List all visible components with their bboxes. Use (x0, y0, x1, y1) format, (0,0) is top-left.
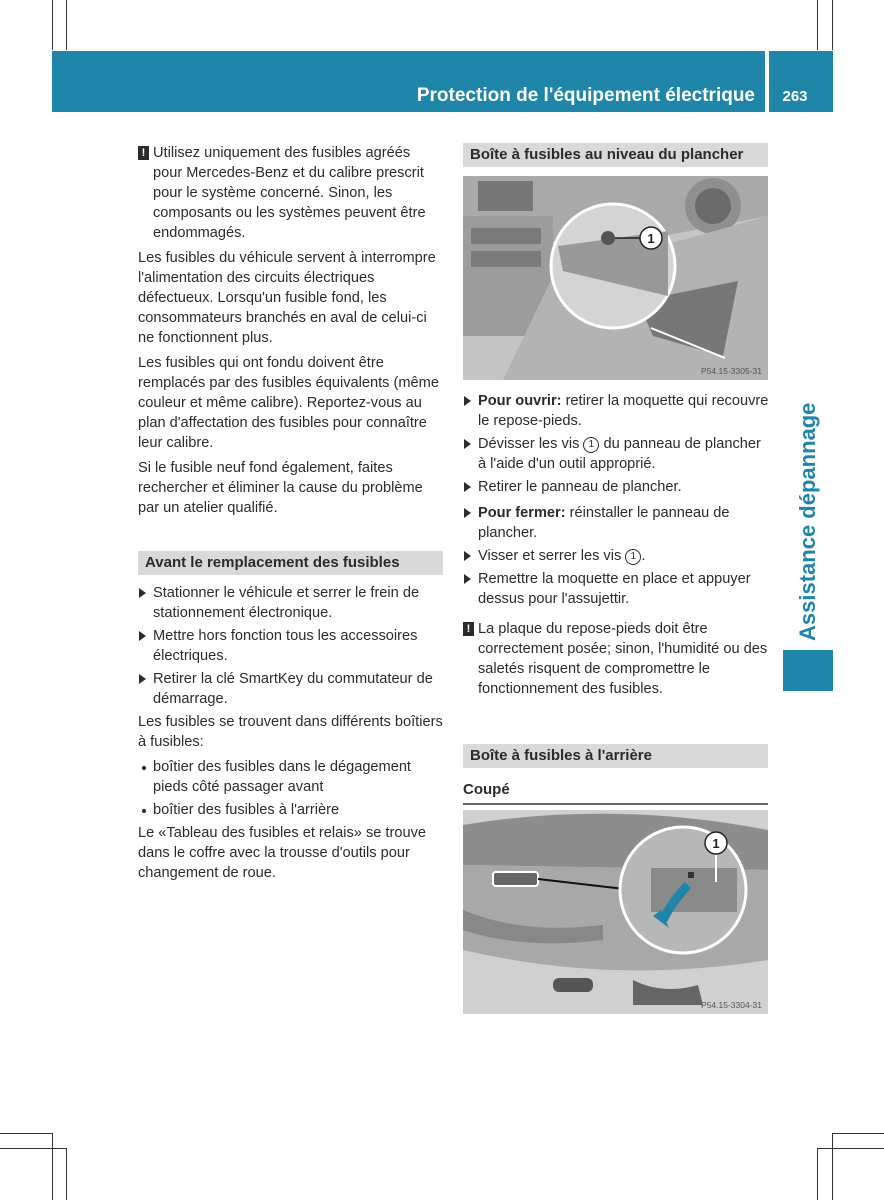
bullet-item (138, 757, 443, 797)
step-text: . (641, 548, 646, 564)
step-item (463, 434, 770, 474)
step-item (463, 477, 770, 497)
fusebox-floor-illustration (463, 176, 768, 380)
crop-mark (832, 1133, 833, 1200)
step-item (463, 569, 770, 609)
page-title: Protection de l'équipement électrique (416, 85, 755, 106)
step-label: Pour ouvrir: (478, 393, 562, 409)
arrow-icon (464, 396, 471, 406)
warning-text: La plaque du repose-pieds doit être correctement posée; sinon, l'humidité ou des saletés risquent de compromettre le fonctionnement des fusibles. (478, 621, 768, 697)
paragraph: Les fusibles qui ont fondu doivent être remplacés par des fusibles équivalents (même couleur et même calibre). Reportez-vous au plan d'affectation des fusibles pour connaître leur calibre. (138, 355, 439, 451)
side-tab-marker (783, 650, 833, 691)
section-heading: Avant le remplacement des fusibles (138, 551, 443, 575)
step-text: Retirer la clé SmartKey du commutateur de démarrage. (153, 671, 433, 707)
crop-mark (66, 0, 67, 50)
paragraph: Le «Tableau des fusibles et relais» se trouve dans le coffre avec la trousse d'outils pour changement de roue. (138, 825, 426, 881)
step-text: Dévisser les vis (478, 436, 584, 452)
paragraph: Si le fusible neuf fond également, faites rechercher et éliminer la cause du problème par un atelier qualifié. (138, 460, 423, 516)
arrow-icon (464, 574, 471, 584)
step-text: Retirer le panneau de plancher. (478, 479, 682, 495)
step-text: Visser et serrer les vis (478, 548, 626, 564)
crop-mark (52, 1133, 53, 1200)
step-text: du panneau de plancher à l'aide d'un outil approprié. (478, 436, 761, 472)
callout-number: 1 (583, 437, 599, 453)
crop-mark (817, 1148, 818, 1200)
figure-code: P54.15-3305-31 (701, 366, 762, 376)
right-column-rear (463, 744, 768, 805)
crop-mark (817, 1148, 884, 1149)
right-column-steps (463, 391, 770, 704)
arrow-icon (464, 482, 471, 492)
left-column (138, 143, 443, 888)
paragraph: Les fusibles du véhicule servent à interrompre l'alimentation des circuits électriques défectueux. Lorsqu'un fusible fond, les consommateurs branchés en aval de celui-ci ne fonctionnent plus. (138, 250, 436, 346)
crop-mark (832, 1133, 884, 1134)
crop-mark (817, 0, 818, 50)
step-item (138, 626, 443, 666)
step-text: Mettre hors fonction tous les accessoires électriques. (153, 628, 418, 664)
callout-label: 1 (712, 836, 720, 851)
arrow-icon (464, 551, 471, 561)
step-item (138, 583, 443, 623)
warning-note (463, 619, 770, 699)
crop-mark (0, 1133, 52, 1134)
bullet-item (138, 800, 443, 820)
step-text: Stationner le véhicule et serrer le frein de stationnement électronique. (153, 585, 420, 621)
side-tab-label: Assistance dépannage (795, 402, 820, 641)
crop-mark (0, 1148, 66, 1149)
step-item (463, 546, 770, 566)
arrow-icon (139, 674, 146, 684)
bullet-icon (142, 766, 146, 770)
arrow-icon (464, 508, 471, 518)
page-number: 263 (782, 88, 808, 105)
callout-label: 1 (647, 231, 655, 246)
fusebox-rear-illustration (463, 810, 768, 1014)
callout-number: 1 (625, 549, 641, 565)
step-item (463, 391, 770, 431)
warning-icon: ! (463, 622, 474, 636)
subheading: Coupé (463, 780, 768, 805)
right-column (463, 143, 768, 167)
step-item (463, 503, 770, 543)
paragraph: Les fusibles se trouvent dans différents boîtiers à fusibles: (138, 714, 443, 750)
arrow-icon (139, 588, 146, 598)
warning-text: Utilisez uniquement des fusibles agréés pour Mercedes-Benz et du calibre prescrit pour le système concerné. Sinon, les composants ou les systèmes peuvent être endommagés. (153, 145, 426, 241)
arrow-icon (139, 631, 146, 641)
crop-mark (52, 0, 53, 50)
warning-icon: ! (138, 146, 149, 160)
header-divider (765, 51, 769, 112)
bullet-text: boîtier des fusibles à l'arrière (153, 802, 340, 818)
arrow-icon (464, 439, 471, 449)
bullet-icon (142, 809, 146, 813)
step-text: retirer la moquette qui recouvre le repose-pieds. (478, 393, 769, 429)
step-text: Remettre la moquette en place et appuyer dessus pour l'assujettir. (478, 571, 751, 607)
section-heading: Boîte à fusibles au niveau du plancher (463, 143, 768, 167)
crop-mark (66, 1148, 67, 1200)
crop-mark (832, 0, 833, 50)
warning-note (138, 143, 443, 243)
dashboard-drawing (463, 176, 768, 380)
bullet-text: boîtier des fusibles dans le dégagement pieds côté passager avant (153, 759, 411, 795)
figure-code: P54.15-3304-31 (701, 1000, 762, 1010)
step-item (138, 669, 443, 709)
step-text: réinstaller le panneau de plancher. (478, 505, 730, 541)
section-heading: Boîte à fusibles à l'arrière (463, 744, 768, 768)
car-rear-drawing (463, 810, 768, 1014)
step-label: Pour fermer: (478, 505, 566, 521)
